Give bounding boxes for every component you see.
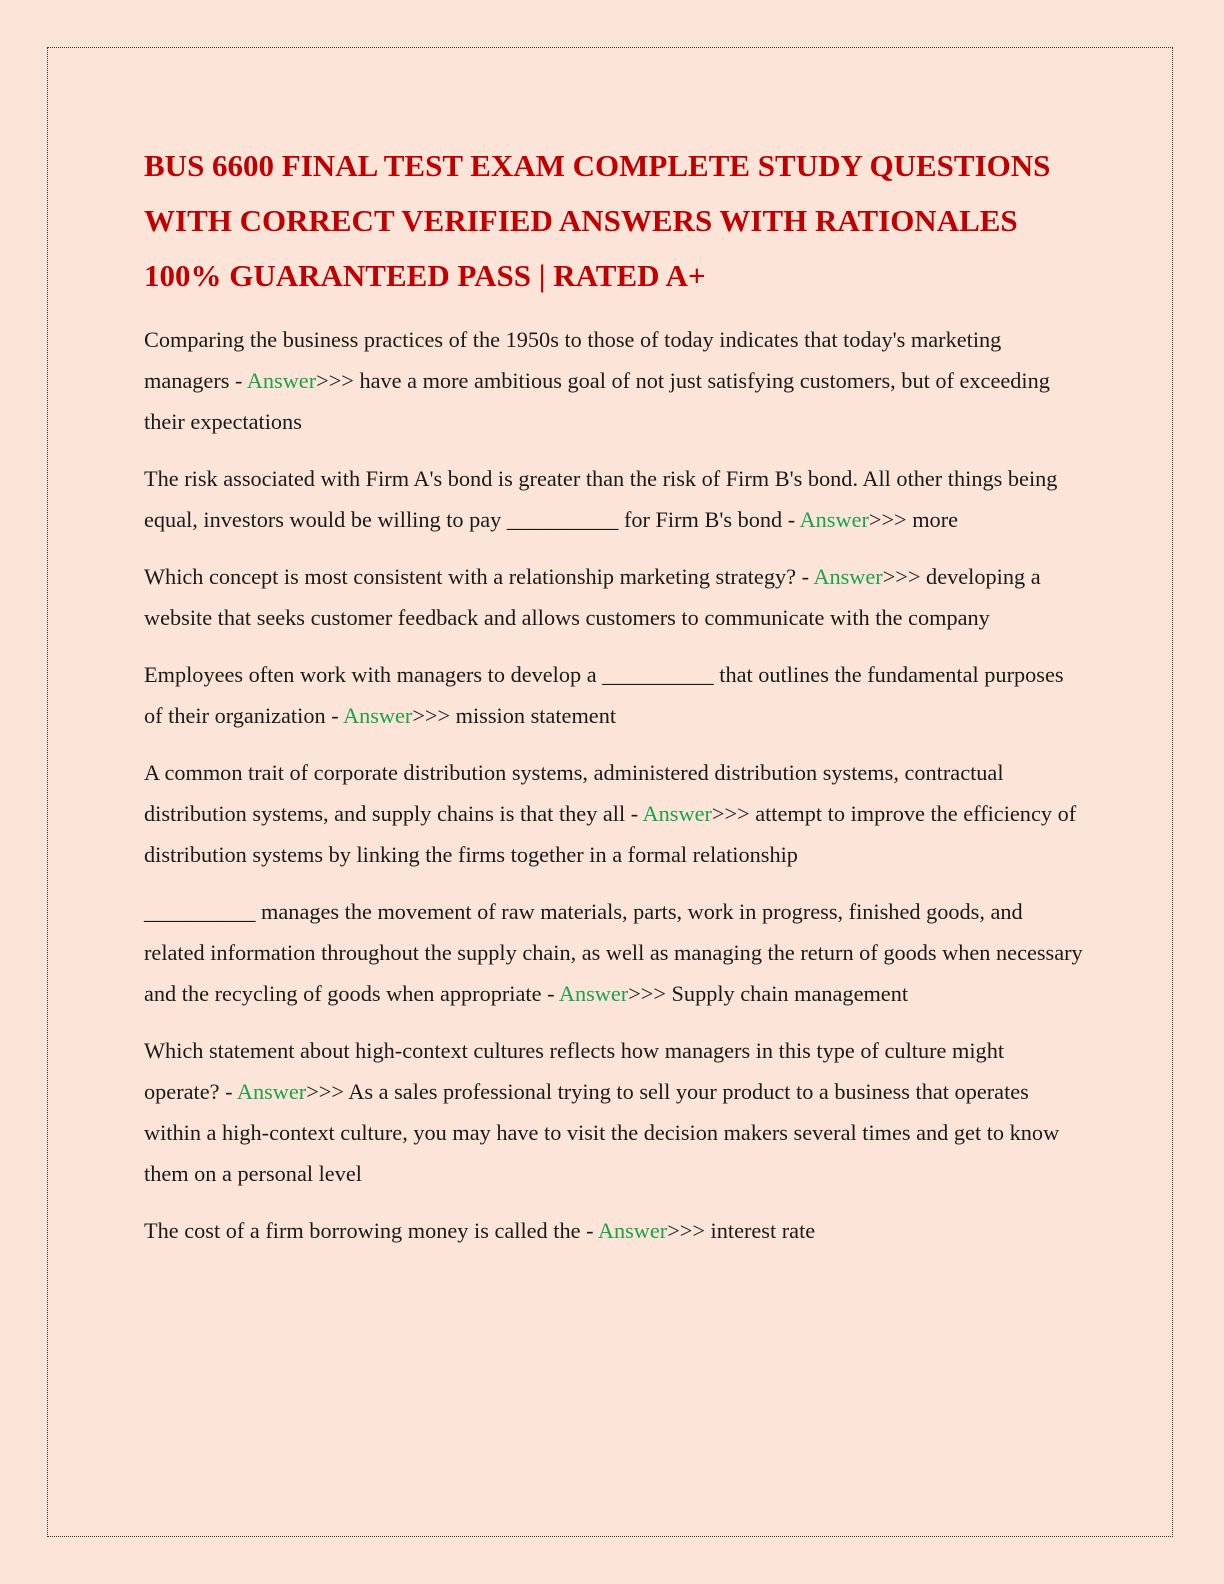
question-text: A common trait of corporate distribution systems, administered distribution systems, contractual distribution systems, and supply chains is that they all - — [144, 760, 1004, 826]
answer-text: mission statement — [455, 703, 617, 728]
question-text: Employees often work with managers to develop a __________ that outlines the fundamental purposes of their organization - — [144, 662, 1064, 728]
qa-item — [144, 319, 1084, 442]
question-text: Which statement about high-context cultures reflects how managers in this type of culture might operate? - — [144, 1038, 1005, 1104]
answer-text: have a more ambitious goal of not just satisfying customers, but of exceeding their expectations — [144, 368, 1050, 434]
answer-arrow: >>> — [868, 507, 913, 532]
answer-label: Answer — [246, 368, 317, 393]
qa-item — [144, 891, 1084, 1014]
answer-arrow: >>> — [306, 1079, 349, 1104]
answer-label: Answer — [799, 507, 869, 532]
answer-arrow: >>> — [882, 564, 927, 589]
qa-item — [144, 1210, 1084, 1251]
answer-text: developing a website that seeks customer feedback and allows customers to communicate with the company — [144, 564, 1041, 630]
answer-text: Supply chain management — [671, 981, 909, 1006]
question-text: Which concept is most consistent with a relationship marketing strategy? - — [144, 564, 814, 589]
qa-item — [144, 458, 1084, 540]
answer-text: interest rate — [710, 1218, 816, 1243]
answer-text: more — [912, 507, 959, 532]
qa-item — [144, 1030, 1084, 1194]
question-text: __________ manages the movement of raw materials, parts, work in progress, finished goods, and related information throughout the supply chain, as well as managing the return of goods when necessary and the recycling of goods when appropriate - — [144, 899, 1083, 1006]
question-text: The risk associated with Firm A's bond is greater than the risk of Firm B's bond. All other things being equal, investors would be willing to pay __________ for Firm B's bond - — [144, 466, 1058, 532]
answer-text: As a sales professional trying to sell your product to a business that operates within a high-context culture, you may have to visit the decision makers several times and get to know them on a personal level — [144, 1079, 1060, 1186]
answer-label: Answer — [342, 703, 413, 728]
question-text: Comparing the business practices of the 1950s to those of today indicates that today's marketing managers - — [144, 327, 1002, 393]
document-body — [144, 138, 1084, 1267]
document-title: BUS 6600 FINAL TEST EXAM COMPLETE STUDY QUESTIONS WITH CORRECT VERIFIED ANSWERS WITH RATIONALES 100% GUARANTEED PASS | RATED A+ — [144, 148, 1051, 293]
answer-label: Answer — [813, 564, 883, 589]
answer-label: Answer — [642, 801, 712, 826]
answer-arrow: >>> — [711, 801, 756, 826]
answer-arrow: >>> — [316, 368, 360, 393]
answer-arrow: >>> — [667, 1218, 711, 1243]
qa-item — [144, 654, 1084, 736]
answer-arrow: >>> — [628, 981, 672, 1006]
answer-label: Answer — [236, 1079, 307, 1104]
answer-label: Answer — [597, 1218, 668, 1243]
question-text: The cost of a firm borrowing money is called the - — [144, 1218, 598, 1243]
qa-list — [144, 319, 1084, 1251]
answer-text: attempt to improve the efficiency of distribution systems by linking the firms together in a formal relationship — [144, 801, 1077, 867]
qa-item — [144, 752, 1084, 875]
qa-item — [144, 556, 1084, 638]
answer-label: Answer — [558, 981, 629, 1006]
answer-arrow: >>> — [412, 703, 456, 728]
